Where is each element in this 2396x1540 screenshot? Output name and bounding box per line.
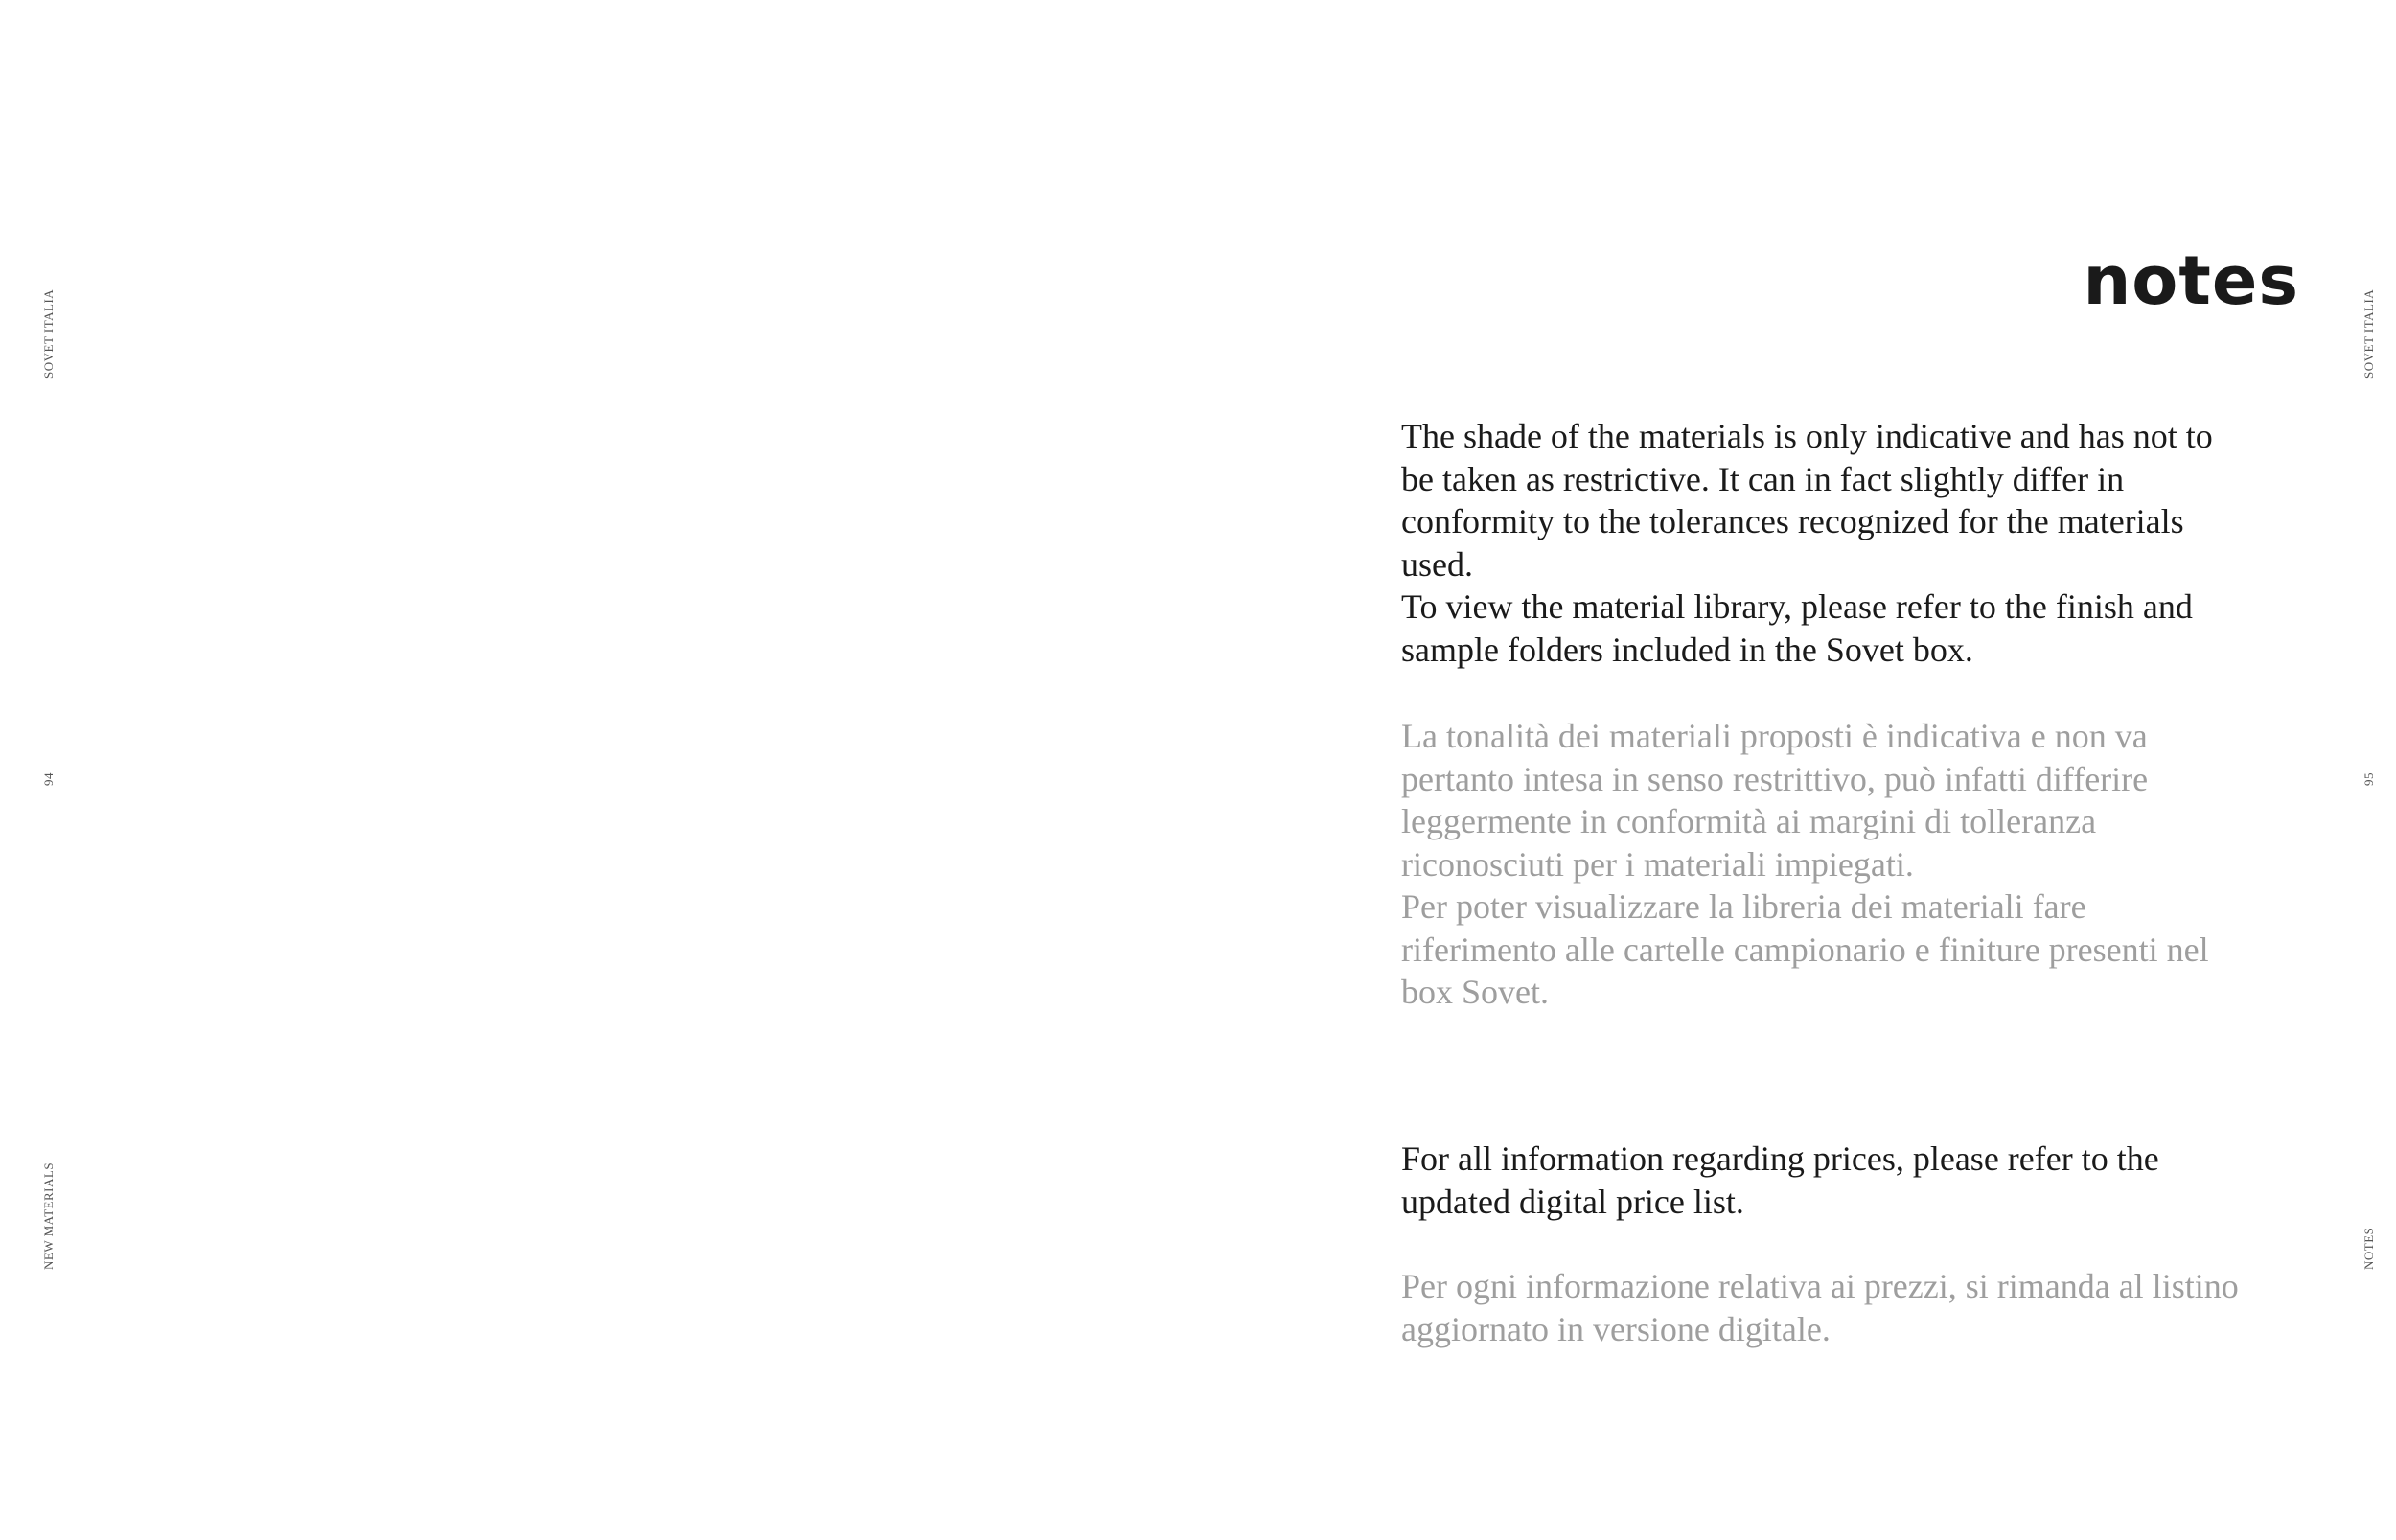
shade-note-en-paragraph-2: To view the material library, please refer to the finish and sample folders included in the Sovet box.: [1401, 587, 2193, 669]
left-margin-section: NEW MATERIALS: [41, 1161, 56, 1270]
shade-note-en-paragraph-1: The shade of the materials is only indicative and has not to be taken as restrictive. It can in fact slightly differ in conformity to the tolerances recognized for the materials used.: [1401, 417, 2213, 584]
price-note-english: [1401, 1138, 2245, 1223]
price-note-en-paragraph: For all information regarding prices, please refer to the updated digital price list.: [1401, 1139, 2159, 1221]
shade-note-italian: [1401, 715, 2245, 1014]
price-note-it-paragraph: Per ogni informazione relativa ai prezzi, si rimanda al listino aggiornato in versione digitale.: [1401, 1267, 2239, 1348]
price-note-italian: [1401, 1265, 2245, 1350]
page-title: notes: [2083, 241, 2299, 320]
right-margin-brand: SOVET ITALIA: [2361, 288, 2376, 379]
left-margin-brand: SOVET ITALIA: [41, 288, 56, 379]
shade-note-english: [1401, 415, 2245, 671]
right-margin-section: NOTES: [2361, 1227, 2376, 1270]
left-page-number: 94: [41, 772, 56, 786]
right-page-number: 95: [2361, 772, 2376, 786]
shade-note-it-paragraph-2: Per poter visualizzare la libreria dei materiali fare riferimento alle cartelle campionario e finiture presenti nel box Sovet.: [1401, 887, 2209, 1011]
shade-note-it-paragraph-1: La tonalità dei materiali proposti è indicativa e non va pertanto intesa in senso restrittivo, può infatti differire leggermente in conformità ai margini di tolleranza riconosciuti per i materiali impiegati.: [1401, 717, 2149, 884]
